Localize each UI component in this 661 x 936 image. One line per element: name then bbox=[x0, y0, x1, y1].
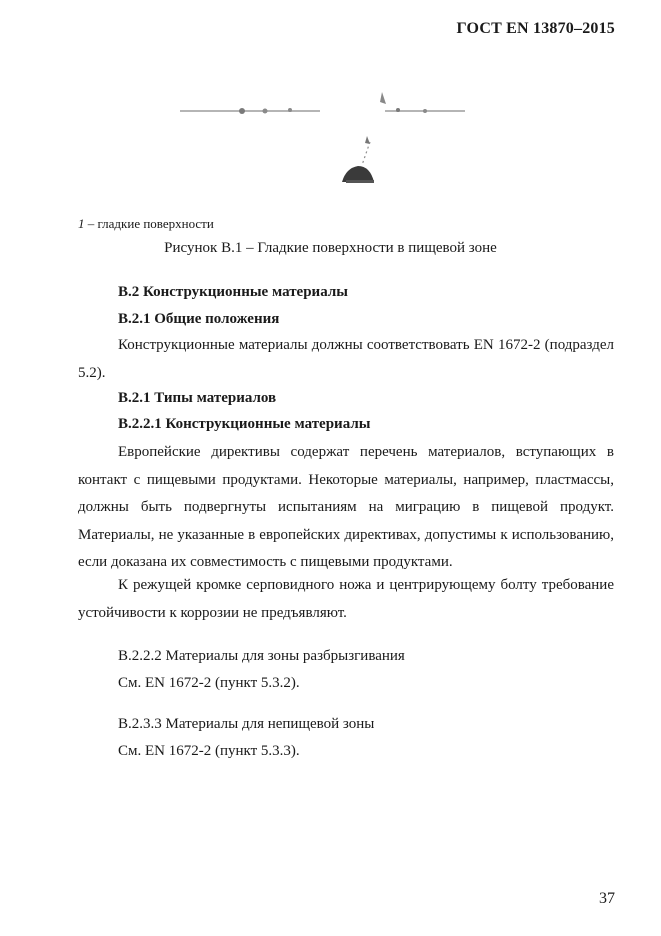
surface-line-left bbox=[180, 110, 320, 112]
figure-legend: 1 – гладкие поверхности bbox=[78, 216, 214, 231]
paragraph-knife: К режущей кромке серповидного ножа и центрирующему болту требование устойчивости к коррозии не предъявляют. bbox=[78, 577, 614, 621]
document-header: ГОСТ EN 13870–2015 bbox=[456, 20, 615, 37]
paragraph-b2211: Европейские директивы содержат перечень материалов, вступающих в контакт с пищевыми продуктами. Некоторые материалы, например, пластмассы, должны быть подвергнуты испытаниям на миграцию в пищевой продукт. Материалы, не указанные в европейских директивах, допустимы к использованию, если доказана их совместимость с пищевыми продуктами. bbox=[78, 444, 614, 570]
paragraph-b21: Конструкционные материалы должны соответствовать EN 1672-2 (подраздел 5.2). bbox=[78, 337, 614, 381]
reference-b222: См. EN 1672-2 (пункт 5.3.2). bbox=[118, 675, 300, 691]
heading-b221: B.2.1 Типы материалов bbox=[118, 390, 277, 406]
heading-b21: B.2.1 Общие положения bbox=[118, 311, 280, 327]
callout-blob bbox=[342, 166, 374, 182]
heading-b2: B.2 Конструкционные материалы bbox=[118, 284, 348, 300]
heading-b222: B.2.2.2 Материалы для зоны разбрызгивания bbox=[118, 648, 405, 664]
figure-smooth-surfaces bbox=[170, 80, 500, 195]
figure-caption: Рисунок B.1 – Гладкие поверхности в пищевой зоне bbox=[164, 240, 497, 256]
heading-b2211: B.2.2.1 Конструкционные материалы bbox=[118, 416, 371, 432]
leader-line bbox=[362, 142, 370, 165]
reference-b233: См. EN 1672-2 (пункт 5.3.3). bbox=[118, 743, 300, 759]
page-number: 37 bbox=[599, 890, 615, 907]
heading-b233: B.2.3.3 Материалы для непищевой зоны bbox=[118, 716, 375, 732]
